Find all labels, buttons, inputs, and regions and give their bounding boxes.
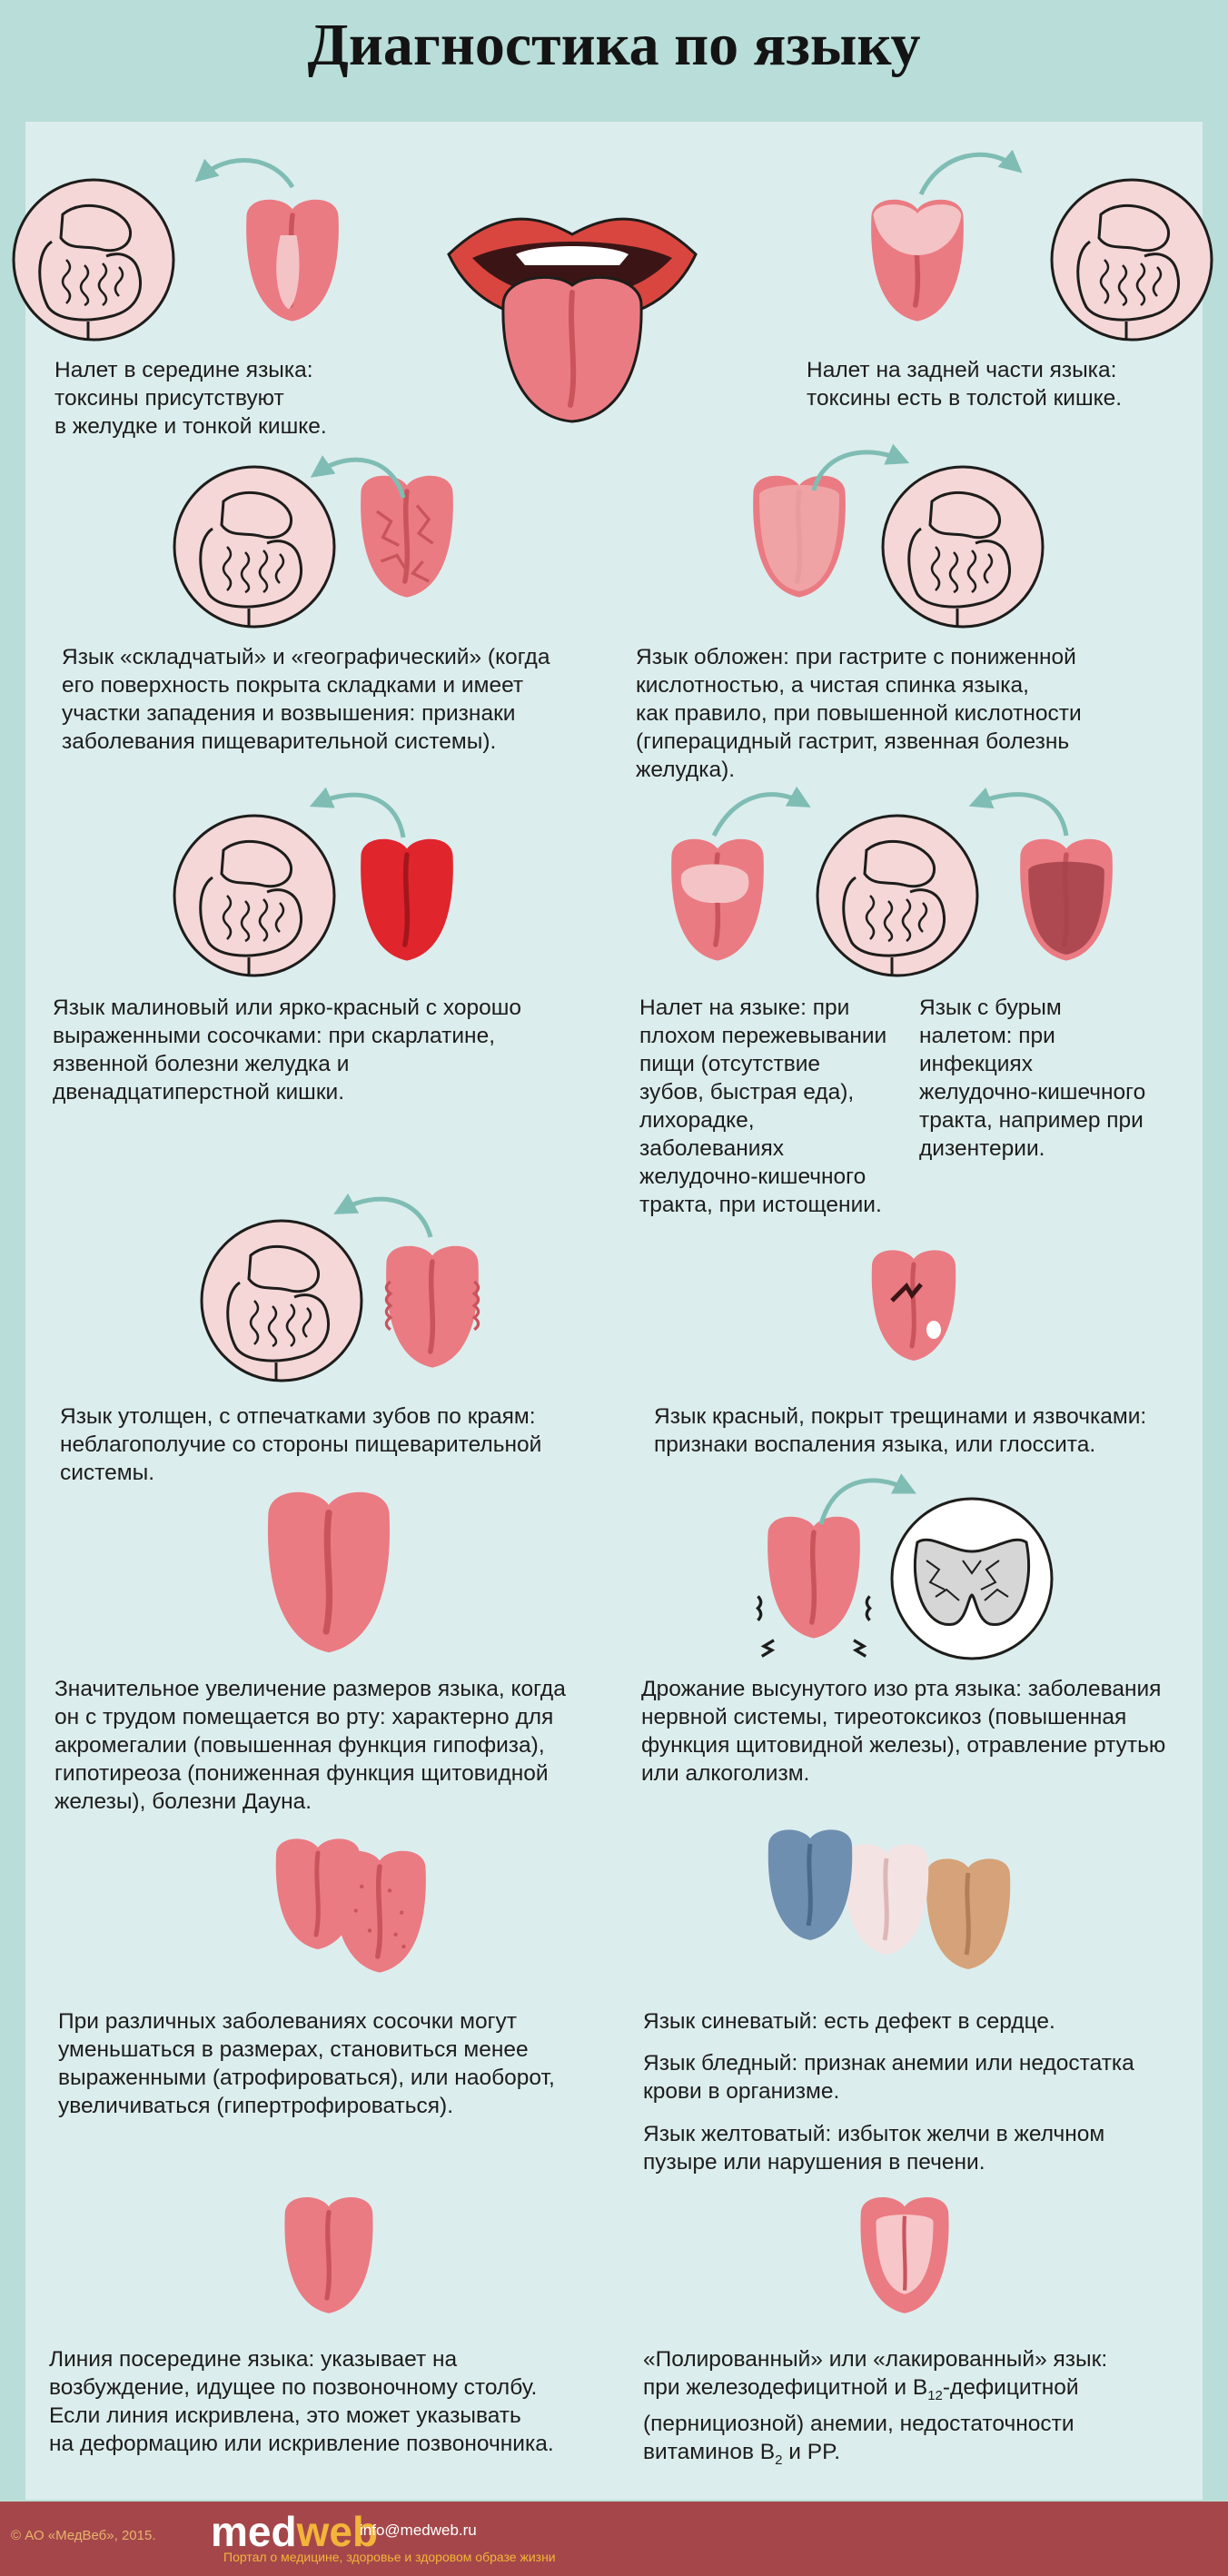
mouth-tongue-icon: [449, 219, 696, 421]
tongue-brown-plaque-icon: [1020, 839, 1113, 961]
coating-middle-text: Налет в середине языка: токсины присутствуют в желудке и тонкой кишке.: [54, 358, 327, 439]
arrow-icon: [202, 160, 292, 187]
enlarged-tongue-text: Значительное увеличение размеров языка, когда он с трудом помещается во рту: характерно для акромегалии (повышенная функция гипофиза), гипотиреоза (пониженная функция щитовидной железы), болезни Дауна.: [54, 1677, 566, 1814]
coated-tongue-text: Язык обложен: при гастрите с пониженной кислотностью, а чистая спинка языка, как правило, при повышенной кислотности (гиперацидный гастрит, язвенная болезнь желудка).: [636, 645, 1082, 782]
coating-back-text: Налет на задней части языка: токсины есть в толстой кишке.: [807, 358, 1123, 411]
thyroid-gland-icon: [892, 1499, 1052, 1659]
polished-tongue-text: «Полированный» или «лакированный» язык: при железодефицитной и $B_{12}$-дефицитной (пернициозной) анемии, недостаточности витаминов $B_2$ и PP.: [643, 2347, 1108, 2468]
logo-med-text: med: [211, 2508, 297, 2555]
plaque-tongue-text: Налет на языке: при плохом пережевывании пищи (отсутствие зубов, быстрая еда), лихорадке, заболеваниях желудочно-кишечного тракта, при истощении.: [639, 996, 887, 1217]
tongue-folded-icon: [361, 476, 453, 598]
papillae-text: При различных заболеваниях сосочки могут уменьшаться в размерах, становиться менее выраженными (атрофироваться), или наоборот, увеличиваться (гипертрофироваться).: [58, 2009, 555, 2118]
digestive-organs-icon: [883, 467, 1043, 627]
folded-tongue-text: Язык «складчатый» и «географический» (когда его поверхность покрыта складками и имеет участки западения и возвышения: признаки заболевания пищеварительной системы).: [62, 645, 550, 754]
arrow-icon: [921, 154, 1015, 194]
crimson-tongue-text: Язык малиновый или ярко-красный с хорошо выраженными сосочками: при скарлатине, язвенной болезни желудка и двенадцатиперстной кишки.: [53, 996, 521, 1105]
brown-plaque-text: Язык с бурым налетом: при инфекциях желудочно-кишечного тракта, например при дизентерии.: [919, 996, 1146, 1161]
tongue-middle-coating-icon: [246, 200, 339, 322]
glossitis-text: Язык красный, покрыт трещинами и язвочками: признаки воспаления языка, или глоссита.: [654, 1404, 1147, 1457]
tongue-polished-icon: [860, 2197, 948, 2313]
pale-tongue-text: Язык бледный: признак анемии или недостатка крови в организме.: [643, 2051, 1134, 2104]
arrow-icon: [318, 795, 403, 837]
tongue-cracked-ulcers-icon: [872, 1250, 956, 1361]
slogan-text: Портал о медицине, здоровье и здоровом образе жизни: [223, 2550, 556, 2564]
tongue-trembling-icon: [758, 1517, 869, 1657]
copyright-text: © АО «МедВеб», 2015.: [11, 2528, 156, 2543]
digestive-organs-icon: [174, 467, 334, 627]
tongue-crimson-icon: [361, 839, 453, 961]
tongue-enlarged-icon: [268, 1492, 390, 1652]
footer-bar: [0, 2502, 1228, 2576]
trembling-tongue-text: Дрожание высунутого изо рта языка: заболевания нервной системы, тиреотоксикоз (повышенная функция щитовидной железы), отравление ртутью или алкоголизм.: [641, 1677, 1166, 1786]
arrow-icon: [342, 1199, 431, 1237]
yellowish-tongue-text: Язык желтоватый: избыток желчи в желчном пузыре или нарушения в печени.: [643, 2122, 1105, 2175]
tongue-plaque-icon: [671, 839, 764, 961]
logo-web-text: web: [296, 2508, 379, 2555]
bluish-tongue-text: Язык синеватый: есть дефект в сердце.: [643, 2009, 1055, 2034]
page-title: Диагностика по языку: [307, 12, 921, 78]
tongue-midline-icon: [284, 2197, 372, 2313]
digestive-organs-icon: [202, 1221, 361, 1381]
digestive-organs-icon: [14, 180, 173, 340]
tongue-color-variants-icon: [768, 1829, 1010, 1969]
tongue-coated-icon: [753, 476, 846, 598]
tongue-back-coating-icon: [871, 200, 964, 322]
arrow-icon: [977, 795, 1066, 836]
tongue-teeth-marks-icon: [386, 1246, 479, 1368]
arrow-icon: [714, 795, 803, 836]
thick-tongue-text: Язык утолщен, с отпечатками зубов по краям: неблагополучие со стороны пищеварительной системы.: [60, 1404, 542, 1485]
medweb-logo[interactable]: [211, 2507, 378, 2556]
midline-tongue-text: Линия посередине языка: указывает на возбуждение, идущее по позвоночному столбу. Если линия искривлена, это может указывать на деформацию или искривление позвоночника.: [49, 2347, 554, 2456]
digestive-organs-icon: [174, 816, 334, 976]
digestive-organs-icon: [817, 816, 977, 976]
email-link[interactable]: info@medweb.ru: [360, 2522, 477, 2539]
digestive-organs-icon: [1052, 180, 1212, 340]
